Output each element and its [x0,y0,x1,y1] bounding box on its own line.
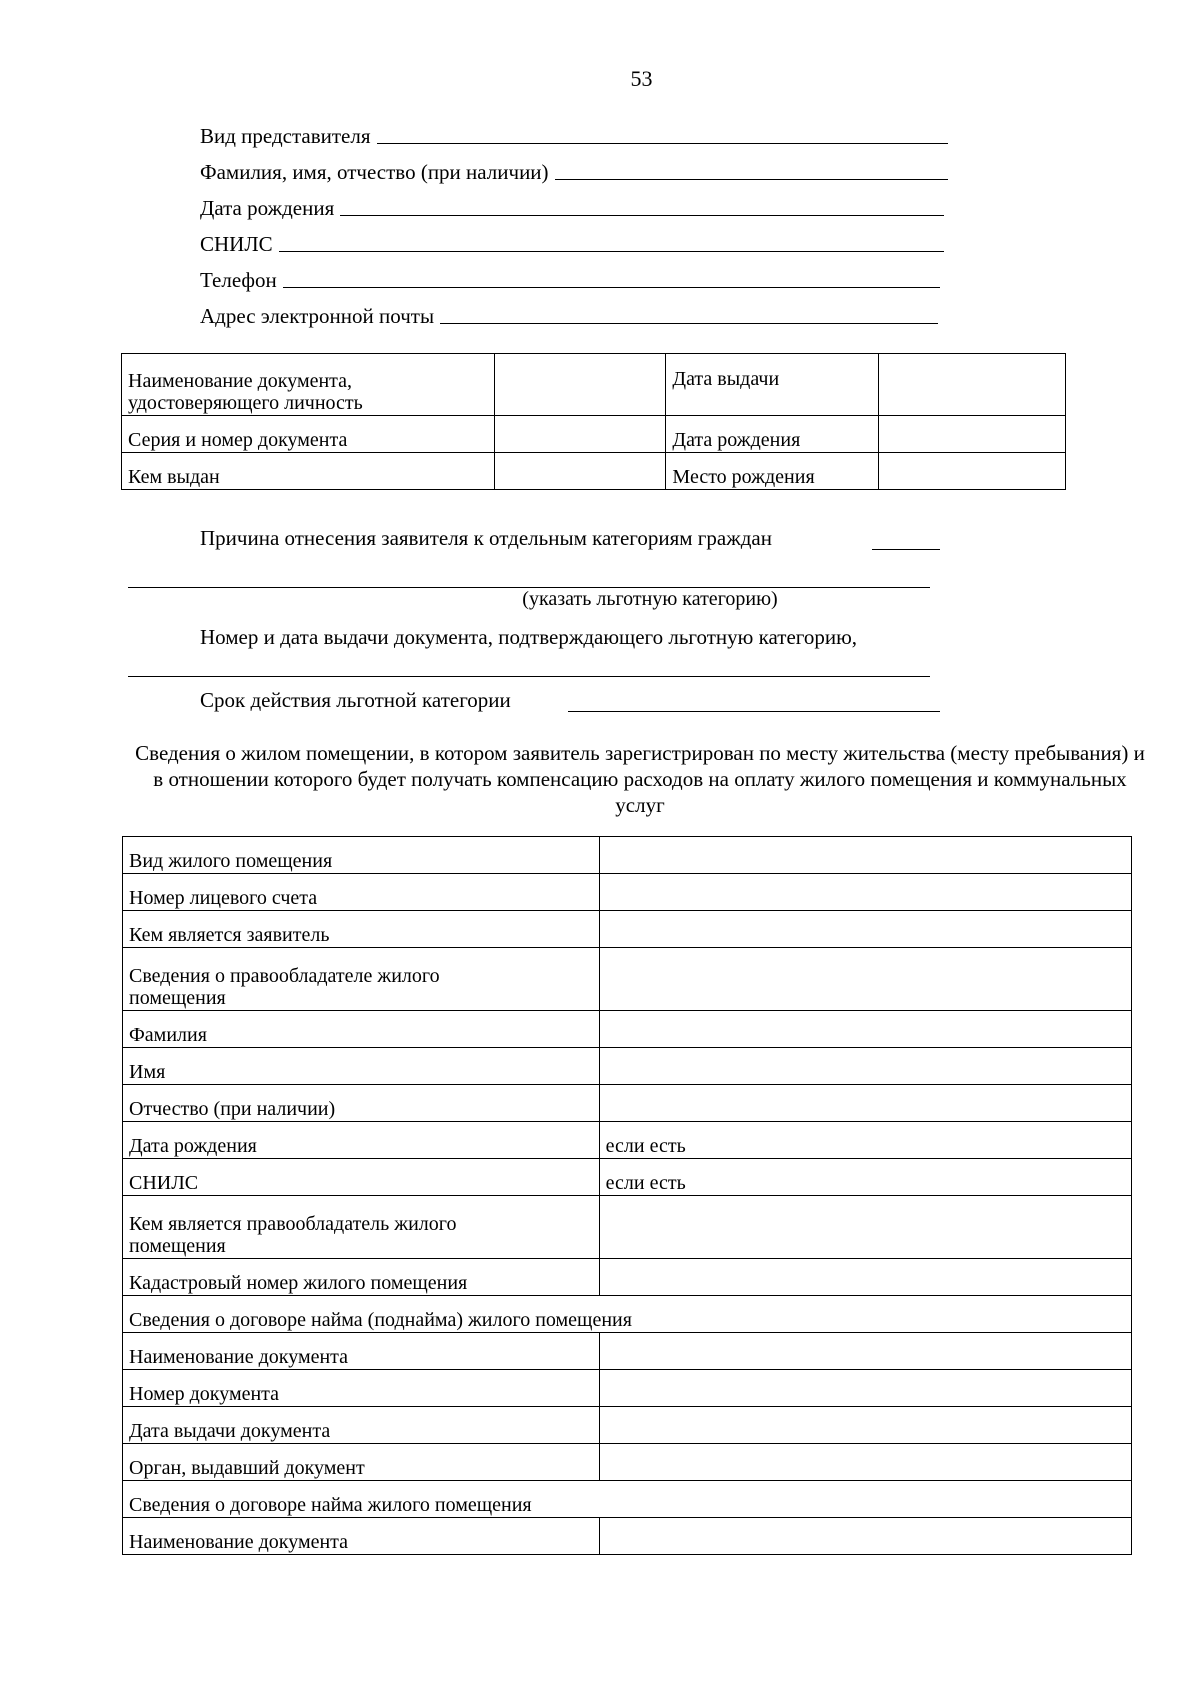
housing-row-label: Кем является правообладатель жилого помещения [123,1196,600,1259]
category-reason-label: Причина отнесения заявителя к отдельным категориям граждан [200,526,772,550]
id-issue-date-value[interactable] [879,354,1066,416]
representative-email-label: Адрес электронной почты [200,304,435,328]
id-series-label: Серия и номер документа [122,416,495,453]
housing-row-value[interactable] [599,1085,1131,1122]
housing-row-value[interactable] [599,837,1131,874]
housing-section-row: Сведения о договоре найма (поднайма) жилого помещения [123,1296,1132,1333]
page-number: 53 [630,66,653,91]
housing-row-label: Фамилия [123,1011,600,1048]
housing-row-value[interactable] [599,1370,1131,1407]
housing-row-label: Номер документа [123,1370,600,1407]
housing-row-value[interactable] [599,1011,1131,1048]
category-reason-underline[interactable] [872,549,940,550]
housing-row-value[interactable] [599,1407,1131,1444]
representative-type-label: Вид представителя [200,124,371,148]
housing-row-value[interactable] [599,1518,1131,1555]
representative-phone-label: Телефон [200,268,277,292]
id-birth-date-value[interactable] [879,416,1066,453]
housing-row-value[interactable] [599,1333,1131,1370]
id-birth-place-value[interactable] [879,453,1066,490]
representative-birth-label: Дата рождения [200,196,335,220]
housing-row-value[interactable] [599,1196,1131,1259]
representative-name-field[interactable] [200,158,948,186]
housing-row-label: Наименование документа [123,1333,600,1370]
id-birth-date-label: Дата рождения [666,416,879,453]
housing-row-label: Кадастровый номер жилого помещения [123,1259,600,1296]
housing-row-value[interactable] [599,1048,1131,1085]
housing-row-value[interactable]: если есть [599,1159,1131,1196]
representative-snils-label: СНИЛС [200,232,273,256]
housing-section-row: Сведения о договоре найма жилого помещения [123,1481,1132,1518]
id-document-table [121,353,1066,490]
housing-row-label: Дата выдачи документа [123,1407,600,1444]
id-doc-name-value[interactable] [494,354,666,416]
category-doc-number-underline[interactable] [128,676,930,677]
housing-row-label: Сведения о правообладателе жилого помещения [123,948,600,1011]
housing-row-label: Номер лицевого счета [123,874,600,911]
housing-row-label: Дата рождения [123,1122,600,1159]
id-issue-date-label: Дата выдачи [666,354,879,416]
housing-heading: Сведения о жилом помещении, в котором заявитель зарегистрирован по месту жительства (месту пребывания) и в отношении которого будет получать компенсацию расходов на оплату жилого помещения и коммунальных услуг [135,741,1145,817]
category-term-label: Срок действия льготной категории [200,688,511,712]
id-series-value[interactable] [494,416,666,453]
id-birth-place-label: Место рождения [666,453,879,490]
housing-row-value[interactable] [599,874,1131,911]
housing-row-value[interactable] [599,1444,1131,1481]
housing-table [122,836,1132,1555]
housing-row-label: Имя [123,1048,600,1085]
housing-row-label: Отчество (при наличии) [123,1085,600,1122]
housing-row-label: СНИЛС [123,1159,600,1196]
housing-row-value[interactable] [599,1259,1131,1296]
housing-row-value[interactable] [599,911,1131,948]
id-issued-by-value[interactable] [494,453,666,490]
housing-row-label: Вид жилого помещения [123,837,600,874]
representative-phone-field[interactable] [200,266,940,294]
housing-row-label: Наименование документа [123,1518,600,1555]
category-doc-number-label: Номер и дата выдачи документа, подтверждающего льготную категорию, [200,625,858,649]
housing-row-value[interactable] [599,948,1131,1011]
representative-name-label: Фамилия, имя, отчество (при наличии) [200,160,549,184]
category-hint: (указать льготную категорию) [522,588,778,610]
housing-row-label: Орган, выдавший документ [123,1444,600,1481]
housing-row-label: Кем является заявитель [123,911,600,948]
id-issued-by-label: Кем выдан [122,453,495,490]
category-term-underline[interactable] [568,711,940,712]
representative-snils-field[interactable] [200,230,944,258]
housing-row-value[interactable]: если есть [599,1122,1131,1159]
representative-email-field[interactable] [200,302,938,330]
representative-birth-field[interactable] [200,194,944,222]
representative-type-field[interactable] [200,122,948,150]
id-doc-name-label: Наименование документа, удостоверяющего личность [122,354,495,416]
